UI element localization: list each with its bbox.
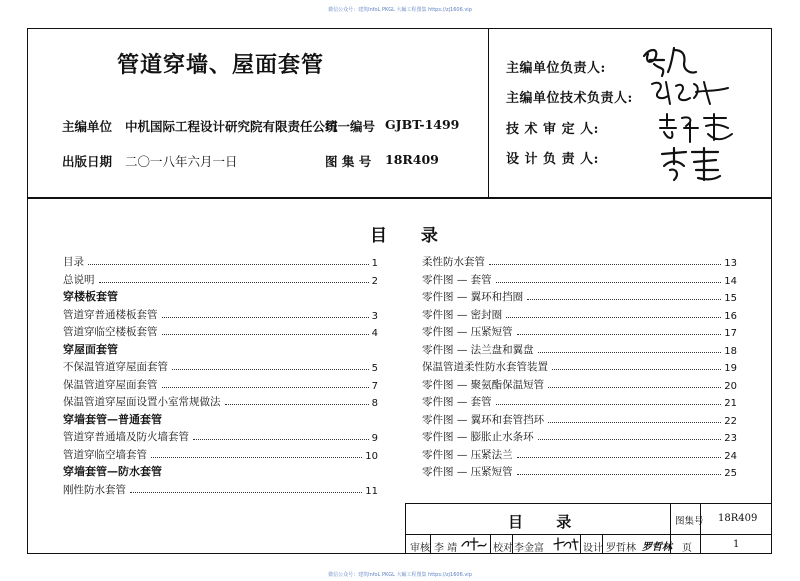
top-watermark-note: 微信公众号：建筑InfoL PKGL 大蛹工程图集 https://zj1606.vip: [328, 7, 472, 13]
toc-entry: [422, 340, 737, 357]
toc-entry-title: 刚性防水套管: [63, 483, 126, 496]
toc-page-number: 7: [371, 380, 378, 392]
toc-page-number: 24: [724, 450, 737, 462]
toc-section-title: 穿墙套管—普通套管: [63, 412, 162, 426]
toc-entry: [422, 410, 737, 427]
toc-entry: [63, 375, 378, 392]
toc-section-title: 穿屋面套管: [63, 342, 118, 356]
toc-page-number: 4: [371, 328, 378, 339]
toc-entry: [63, 357, 378, 374]
atlas-number-label: 图 集 号: [325, 154, 372, 169]
toc-entry: [422, 427, 737, 444]
toc-heading: 目 录: [370, 226, 452, 246]
toc-section-title: 穿墙套管—防水套管: [63, 465, 162, 478]
unified-number: GJBT-1499: [385, 117, 460, 132]
toc-page-number: 10: [365, 450, 378, 462]
title-block-atlas-value-divider: [700, 503, 701, 554]
toc-entry-title: 管道穿普通楼板套管: [63, 308, 158, 321]
toc-leader-dots: [489, 263, 721, 265]
toc-leader-dots: [172, 368, 369, 370]
toc-leader-dots: [548, 386, 721, 388]
title-block-mid-line: [405, 534, 772, 535]
toc-page-number: 8: [371, 398, 378, 409]
toc-entry-title: 零件图 — 套管: [422, 273, 492, 286]
toc-leader-dots: [193, 438, 369, 440]
toc-entry-title: 柔性防水套管: [422, 256, 485, 268]
publish-date-label: 出版日期: [62, 154, 113, 169]
toc-leader-dots: [506, 316, 721, 318]
toc-leader-dots: [527, 298, 721, 300]
toc-page-number: 21: [724, 398, 737, 409]
toc-entry: [422, 445, 737, 462]
toc-leader-dots: [496, 281, 722, 283]
design-head-label: 设 计 负 责 人:: [506, 152, 599, 167]
toc-entry: [422, 357, 737, 374]
toc-page-number: 3: [371, 310, 378, 322]
toc-page-number: 18: [724, 345, 737, 357]
toc-leader-dots: [517, 456, 722, 458]
reviewer-signature: [460, 536, 488, 552]
toc-page-number: 16: [724, 310, 737, 322]
toc-entry-title: 目录: [63, 256, 84, 268]
toc-entry-title: 零件图 — 压紧短管: [422, 466, 513, 478]
toc-page-number: 1: [371, 258, 378, 269]
toc-entry-title: 不保温管道穿屋面套管: [63, 361, 168, 373]
toc-leader-dots: [225, 403, 369, 405]
toc-entry: [422, 287, 737, 304]
toc-entry-title: 零件图 — 压紧短管: [422, 326, 513, 338]
tb-sep-2: [490, 534, 491, 554]
toc-entry: [63, 392, 378, 409]
toc-leader-dots: [538, 438, 722, 440]
reviewer-name: 李 靖: [434, 543, 458, 554]
editor-unit: 中机国际工程设计研究院有限责任公司: [125, 119, 338, 134]
signature-chief-tech-head: [648, 76, 738, 110]
chief-unit-head-label: 主编单位负责人:: [506, 61, 606, 76]
toc-entry-title: 零件图 — 聚氨酯保温短管: [422, 378, 545, 391]
toc-entry-title: 总说明: [63, 273, 95, 286]
toc-entry-title: 保温管道穿屋面设置小室常规做法: [63, 396, 221, 408]
toc-entry-title: 零件图 — 膨胀止水条环: [422, 431, 534, 443]
toc-entry-title: 保温管道穿屋面套管: [63, 378, 158, 391]
header-vertical-divider: [488, 28, 489, 198]
toc-leader-dots: [88, 263, 369, 265]
toc-entry: [422, 375, 737, 392]
toc-section-header: [63, 287, 378, 304]
toc-leader-dots: [130, 491, 362, 493]
designer-name: 罗哲林: [606, 543, 636, 554]
toc-leader-dots: [552, 368, 721, 370]
toc-entry: [63, 480, 378, 497]
title-block-left-line: [405, 503, 406, 554]
toc-page-number: 14: [724, 275, 737, 287]
toc-entry: [63, 305, 378, 322]
toc-page-number: 9: [371, 433, 378, 444]
toc-entry: [422, 305, 737, 322]
signature-chief-unit-head: [640, 42, 710, 80]
designer-label: 设计: [583, 543, 603, 554]
toc-entry: [63, 322, 378, 339]
toc-entry-title: 零件图 — 法兰盘和翼盘: [422, 343, 534, 356]
title-block-atlas-label: 图集号: [675, 516, 704, 527]
page-number: 1: [733, 539, 740, 550]
toc-entry: [63, 252, 378, 269]
checker-signature: [552, 536, 580, 552]
toc-entry: [63, 445, 378, 462]
publish-date: 二〇一八年六月一日: [125, 154, 238, 169]
toc-leader-dots: [538, 351, 722, 353]
toc-leader-dots: [517, 473, 722, 475]
toc-leader-dots: [151, 456, 362, 458]
editor-unit-label: 主编单位: [62, 119, 113, 134]
toc-leader-dots: [517, 333, 722, 335]
toc-section-header: [63, 340, 378, 357]
toc-entry: [422, 322, 737, 339]
unified-number-label: 统一编号: [325, 119, 376, 134]
toc-leader-dots: [548, 421, 721, 423]
toc-page-number: 20: [724, 380, 737, 392]
signature-design-head: [656, 144, 726, 184]
toc-entry-title: 管道穿临空楼板套管: [63, 326, 158, 338]
toc-entry: [422, 252, 737, 269]
checker-label: 校对: [493, 543, 513, 554]
toc-section-header: [63, 462, 378, 479]
toc-page-number: 25: [724, 468, 737, 479]
toc-entry: [422, 392, 737, 409]
checker-name: 李金富: [514, 543, 544, 554]
toc-entry-title: 零件图 — 密封圈: [422, 308, 503, 321]
document-title: 管道穿墙、屋面套管: [117, 52, 325, 78]
toc-page-number: 2: [371, 275, 378, 287]
toc-entry: [63, 270, 378, 287]
toc-entry: [422, 462, 737, 479]
tech-approver-label: 技 术 审 定 人:: [506, 122, 599, 137]
toc-page-number: 19: [724, 363, 737, 374]
page-label: 页: [682, 543, 692, 554]
toc-entry: [422, 270, 737, 287]
toc-leader-dots: [162, 333, 369, 335]
toc-entry-title: 保温管道柔性防水套管装置: [422, 361, 548, 373]
toc-leader-dots: [496, 403, 722, 405]
toc-page-number: 23: [724, 433, 737, 444]
toc-entry-title: 零件图 — 翼环和套管挡环: [422, 413, 545, 426]
title-block-atlas-number: 18R409: [718, 513, 758, 524]
toc-page-number: 11: [365, 485, 378, 497]
toc-page-number: 17: [724, 328, 737, 339]
reviewer-label: 审核: [410, 543, 430, 554]
title-block-title: 目 录: [508, 513, 586, 531]
toc-section-header: [63, 410, 378, 427]
toc-page-number: 22: [724, 415, 737, 427]
toc-entry-title: 零件图 — 翼环和挡圈: [422, 291, 524, 303]
atlas-number: 18R409: [385, 152, 439, 167]
toc-leader-dots: [162, 316, 369, 318]
toc-leader-dots: [99, 281, 369, 283]
signature-tech-approver: [656, 110, 738, 146]
tb-sep-4: [580, 534, 581, 554]
title-block-top-line: [405, 503, 772, 504]
toc-page-number: 5: [371, 363, 378, 374]
toc-page-number: 15: [724, 293, 737, 304]
toc-entry-title: 管道穿普通墙及防火墙套管: [63, 431, 189, 443]
tb-sep-1: [430, 534, 431, 554]
toc-leader-dots: [162, 386, 369, 388]
designer-signature: 罗哲林: [642, 542, 672, 553]
toc-entry-title: 管道穿临空墙套管: [63, 448, 147, 461]
header-divider: [27, 197, 772, 199]
chief-tech-head-label: 主编单位技术负责人:: [506, 91, 633, 106]
toc-section-title: 穿楼板套管: [63, 290, 118, 303]
toc-page-number: 13: [724, 258, 737, 269]
toc-entry-title: 零件图 — 套管: [422, 396, 492, 408]
toc-entry: [63, 427, 378, 444]
bottom-watermark-note: 微信公众号：建筑InfoL PKGL 大蛹工程图集 https://zj1606.vip: [328, 572, 472, 578]
toc-entry-title: 零件图 — 压紧法兰: [422, 448, 513, 461]
